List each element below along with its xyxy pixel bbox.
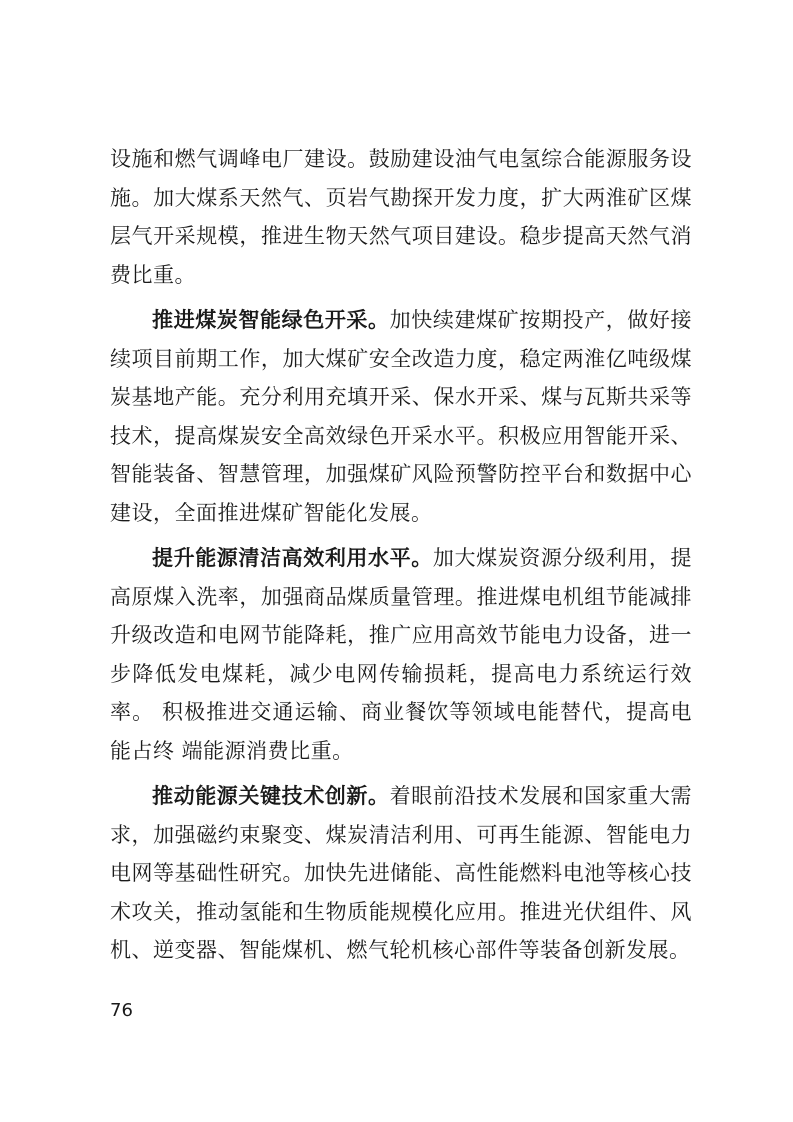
- paragraph-coal-mining: [110, 301, 692, 532]
- paragraph-clean-energy: [110, 539, 692, 770]
- paragraph-heading: 推进煤炭智能绿色开采。: [152, 307, 390, 332]
- paragraph-text: 加大煤炭资源分级利用，提高原煤入洗率，加强商品煤质量管理。推进煤电机组节能减排升级改造和电网节能降耗，推广应用高效节能电力设备，进一步降低发电煤耗，减少电网传输损耗，提高电力系统运行效率。 积极推进交通运输、商业餐饮等领域电能替代，提高电能占终 端能源消费比重。: [110, 546, 693, 763]
- page-number: 76: [110, 1000, 133, 1021]
- paragraph-heading: 推动能源关键技术创新。: [152, 783, 390, 808]
- paragraph-heading: 提升能源清洁高效利用水平。: [152, 545, 433, 570]
- paragraph-text: 设施和燃气调峰电厂建设。鼓励建设油气电氢综合能源服务设施。加大煤系天然气、页岩气勘探开发力度，扩大两淮矿区煤 层气开采规模，推进生物天然气项目建设。稳步提高天然气消 费比重。: [110, 147, 692, 287]
- paragraph-text: 加快续建煤矿按期投产，做好接续项目前期工作，加大煤矿安全改造力度，稳定两淮亿吨级煤 炭基地产能。充分利用充填开采、保水开采、煤与瓦斯共采等 技术，提高煤炭安全高效绿色开采水平。积极应用智能开采、 智能装备、智慧管理，加强煤矿风险预警防控平台和数据中心 建设，全面推进煤矿智能化发展。: [110, 308, 693, 525]
- paragraph-text: 着眼前沿技术发展和国家重大需求，加强磁约束聚变、煤炭清洁利用、可再生能源、智能电力 电网等基础性研究。加快先进储能、高性能燃料电池等核心技 术攻关，推动氢能和生物质能规模化应用。推进光伏组件、风 机、逆变器、智能煤机、燃气轮机核心部件等装备创新发展。: [110, 784, 693, 962]
- document-body: [110, 140, 692, 977]
- paragraph-continuation: [110, 140, 692, 294]
- paragraph-tech-innovation: [110, 777, 692, 970]
